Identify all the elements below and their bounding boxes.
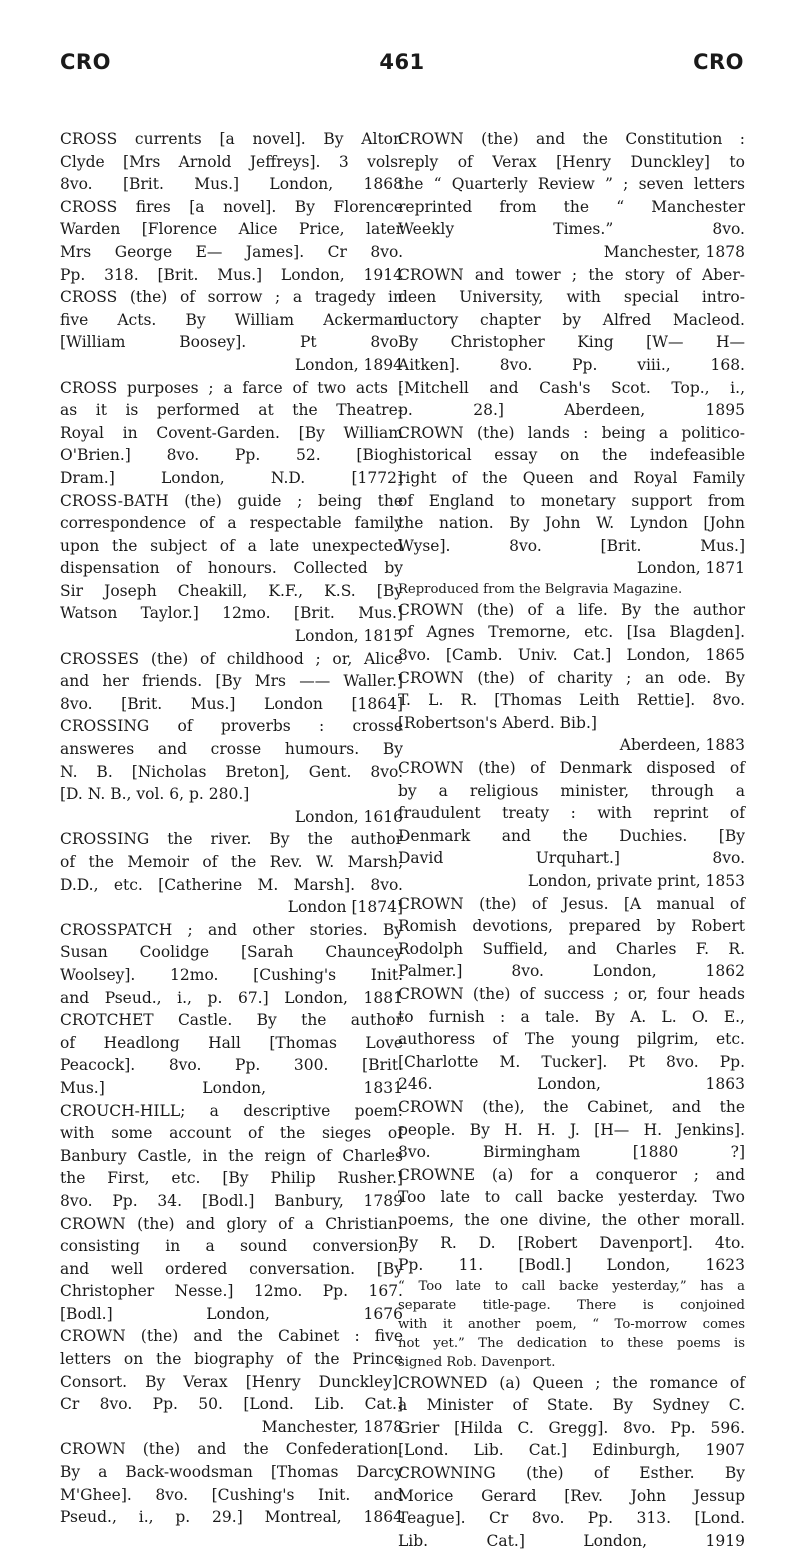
entry-line: [William Boosey]. Pt 8vo. [60,333,403,352]
entry-line: deen University, with special intro- [398,288,745,307]
entry-line: [Lond. Lib. Cat.] Edinburgh, 1907 [398,1441,745,1460]
entry-line: to furnish : a tale. By A. L. O. E., [398,1007,745,1026]
entry-line: Clyde [Mrs Arnold Jeffreys]. 3 vols. [60,152,403,171]
entry-line: CROWN (the), the Cabinet, and the [398,1097,745,1116]
note-line: with it another poem, “ To-morrow comes [398,1316,745,1332]
entry-line: CROWNING (the) of Esther. By [398,1464,745,1483]
bibliography-entry [60,715,403,828]
entry-line: CROWN (the) and the Confederation. [60,1440,403,1459]
entry-line: 8vo. [Brit. Mus.] London, 1868 [60,175,403,194]
entry-line: Lib. Cat.] London, 1919 [398,1531,745,1550]
entry-line: Teague]. Cr 8vo. Pp. 313. [Lond. [398,1509,745,1528]
entry-line: Woolsey]. 12mo. [Cushing's Init. [60,965,403,984]
entry-line: Pp. 11. [Bodl.] London, 1623 [398,1256,745,1275]
entry-line: CROWN (the) lands : being a politico- [398,423,745,442]
entry-line: correspondence of a respectable family [60,514,403,533]
entry-line: Peacock]. 8vo. Pp. 300. [Brit. [60,1056,403,1075]
entry-line: Rodolph Suffield, and Charles F. R. [398,939,745,958]
note-line: “ Too late to call backe yesterday,” has a [398,1278,745,1294]
entry-line: Morice Gerard [Rev. John Jessup [398,1486,745,1505]
entry-line: CROWN (the) and the Cabinet : five [60,1327,403,1346]
entry-line: Royal in Covent-Garden. [By William [60,423,403,442]
entry-line: Palmer.] 8vo. London, 1862 [398,962,745,981]
bibliography-entry [60,286,403,376]
entry-line: Consort. By Verax [Henry Dunckley]. [60,1372,403,1391]
bibliography-entry [398,1164,745,1372]
entry-imprint: London, 1616 [294,807,403,826]
entry-imprint: Manchester, 1878 [603,242,745,261]
entry-line: By a Back-woodsman [Thomas Darcy [60,1463,403,1482]
entry-line: right of the Queen and Royal Family [398,468,745,487]
entry-line: CROSS currents [a novel]. By Alton [60,130,403,148]
entry-note [398,1277,745,1372]
bibliography-entry [398,893,745,983]
entry-line: Cr 8vo. Pp. 50. [Lond. Lib. Cat.] [60,1395,403,1414]
entry-line: of England to monetary support from [398,491,745,510]
entry-line: upon the subject of a late unexpected [60,536,403,555]
right-column [398,128,745,1552]
bibliography-entry [60,1213,403,1326]
entry-line: Banbury Castle, in the reign of Charles [60,1146,403,1165]
entry-line: O'Brien.] 8vo. Pp. 52. [Biog. [60,446,403,465]
entry-line: of the Memoir of the Rev. W. Marsh, [60,853,403,871]
bibliography-entry [398,757,745,893]
entry-line: CROWN (the) and the Constitution : [398,130,745,148]
entry-line: authoress of The young pilgrim, etc. [398,1030,745,1049]
entry-note [398,580,745,599]
entry-line: five Acts. By William Ackerman [60,310,403,329]
entry-line: 246. London, 1863 [398,1075,745,1094]
entry-line: Sir Joseph Cheakill, K.F., K.S. [By [60,581,403,600]
entry-line: Denmark and the Duchies. [By [398,826,745,845]
entry-line: CROSSPATCH ; and other stories. By [60,920,403,939]
entry-line: CROWN (the) of Jesus. [A manual of [398,894,745,913]
entry-line: poems, the one divine, the other morall. [398,1210,745,1229]
entry-line: p. 28.] Aberdeen, 1895 [398,401,745,420]
entry-line: [Charlotte M. Tucker]. Pt 8vo. Pp. [398,1052,745,1071]
entry-line: 8vo. Birmingham [1880 ?] [398,1143,745,1162]
entry-line: of Agnes Tremorne, etc. [Isa Blagden]. [398,623,745,642]
entry-line: 8vo. [Camb. Univ. Cat.] London, 1865 [398,646,745,665]
entry-line: and well ordered conversation. [By [60,1259,403,1278]
entry-line: Romish devotions, prepared by Robert [398,917,745,936]
header-right-guide-word: CRO [693,50,744,74]
entry-imprint: London, private print, 1853 [527,872,745,890]
entry-line: 8vo. Pp. 34. [Bodl.] Banbury, 1789 [60,1191,403,1210]
entry-line: T. L. R. [Thomas Leith Rettie]. 8vo. [398,691,745,710]
entry-line: CROSS fires [a novel]. By Florence [60,197,403,216]
entry-line: ductory chapter by Alfred Macleod. [398,310,745,329]
entry-line: N. B. [Nicholas Breton], Gent. 8vo. [60,762,403,781]
entry-line: Mus.] London, 1831 [60,1078,403,1097]
entry-line: the nation. By John W. Lyndon [John [398,514,745,533]
entry-imprint: London, 1894 [294,355,403,374]
entry-line: CROWNED (a) Queen ; the romance of [398,1373,745,1392]
bibliography-entry [60,1100,403,1213]
bibliography-entry [398,667,745,757]
entry-line: CROWN (the) of charity ; an ode. By [398,668,745,687]
entry-line: [D. N. B., vol. 6, p. 280.] [60,785,250,804]
entry-line: CROSS purposes ; a farce of two acts : [60,378,403,397]
entry-line: CROUCH-HILL; a descriptive poem: [60,1101,403,1120]
bibliography-entry [398,264,745,422]
bibliography-entry [398,1372,745,1462]
bibliography-entry [398,128,745,264]
note-line: separate title-page. There is conjoined [398,1297,745,1313]
bibliography-entry [60,919,403,1009]
entry-line: M'Ghee]. 8vo. [Cushing's Init. and [60,1485,403,1504]
left-column [60,128,403,1529]
entry-line: By R. D. [Robert Davenport]. 4to. [398,1233,745,1252]
bibliography-entry [60,490,403,648]
entry-line: and Pseud., i., p. 67.] London, 1881 [60,988,403,1007]
entry-line: Dram.] London, N.D. [1772] [60,468,403,487]
entry-line: dispensation of honours. Collected by [60,559,403,578]
entry-line: CROSSING of proverbs : crosse [60,717,403,736]
entry-line: CROWNE (a) for a conqueror ; and [398,1165,745,1184]
bibliography-entry [398,422,745,599]
entry-line: Pseud., i., p. 29.] Montreal, 1864 [60,1508,403,1527]
page-header [60,50,744,90]
entry-line: CROWN (the) of a life. By the author [398,600,745,619]
entry-line: [Mitchell and Cash's Scot. Top., i., [398,378,745,397]
entry-imprint: London [1874] [287,898,403,917]
entry-line: Grier [Hilda C. Gregg]. 8vo. Pp. 596. [398,1418,745,1437]
bibliography-entry [60,128,403,196]
entry-line: letters on the biography of the Prince [60,1350,403,1369]
header-left-guide-word: CRO [60,50,111,74]
entry-line: CROSSING the river. By the author [60,830,403,849]
entry-line: historical essay on the indefeasible [398,446,745,465]
entry-line: Too late to call backe yesterday. Two [398,1188,745,1207]
entry-line: CROSS-BATH (the) guide ; being the [60,491,403,510]
entry-line: David Urquhart.] 8vo. [398,849,745,868]
entry-line: CROSSES (the) of childhood ; or, Alice [60,649,403,668]
bibliography-entry [398,983,745,1096]
entry-line: Watson Taylor.] 12mo. [Brit. Mus.] [60,604,403,623]
entry-line: 8vo. [Brit. Mus.] London [1864] [60,694,403,713]
entry-line: reply of Verax [Henry Dunckley] to [398,152,745,171]
bibliography-entry [60,1009,403,1099]
entry-line: CROWN (the) of Denmark disposed of [398,759,745,778]
entry-line: answeres and crosse humours. By [60,740,403,759]
entry-line: Warden [Florence Alice Price, later [60,220,403,239]
bibliography-entry [398,1462,745,1552]
bibliography-entry [398,1096,745,1164]
entry-imprint: London, 1871 [636,559,745,578]
page-number: 461 [379,50,425,74]
entry-line: Christopher Nesse.] 12mo. Pp. 167. [60,1282,403,1301]
bibliography-entry [398,599,745,667]
entry-line: Weekly Times.” 8vo. [398,220,745,239]
bibliography-entry [60,377,403,490]
entry-line: CROWN (the) of success ; or, four heads [398,984,745,1003]
entry-line: CROTCHET Castle. By the author [60,1011,403,1030]
entry-line: Pp. 318. [Brit. Mus.] London, 1914 [60,265,403,284]
entry-imprint: London, 1815 [294,627,403,646]
entry-line: reprinted from the “ Manchester [398,197,745,216]
note-line: signed Rob. Davenport. [398,1354,556,1370]
entry-line: [Bodl.] London, 1676 [60,1304,403,1323]
note-line: Reproduced from the Belgravia Magazine. [398,581,683,597]
entry-line: consisting in a sound conversion, [60,1237,403,1256]
entry-line: CROWN (the) and glory of a Christian: [60,1214,403,1233]
entry-line: with some account of the sieges of [60,1124,403,1143]
note-line: not yet.” The dedication to these poems is [398,1335,745,1351]
bibliography-entry [60,648,403,716]
entry-line: Susan Coolidge [Sarah Chauncey [60,943,403,962]
entry-line: and her friends. [By Mrs —— Waller.] [60,672,403,691]
entry-line: By Christopher King [W— H— [398,333,745,352]
bibliography-entry [60,1438,403,1528]
entry-line: the “ Quarterly Review ” ; seven letters [398,175,745,194]
entry-imprint: Aberdeen, 1883 [619,736,745,755]
entry-line: fraudulent treaty : with reprint of [398,804,745,823]
entry-imprint: Manchester, 1878 [261,1417,403,1436]
bibliography-entry [60,196,403,286]
entry-line: CROWN and tower ; the story of Aber- [398,265,745,284]
entry-line: the First, etc. [By Philip Rusher.] [60,1169,403,1188]
entry-line: Wyse]. 8vo. [Brit. Mus.] [398,536,745,555]
entry-line: Aitken]. 8vo. Pp. viii., 168. [398,355,745,374]
entry-line: as it is performed at the Theatre- [60,401,403,420]
entry-line: people. By H. H. J. [H— H. Jenkins]. [398,1120,745,1139]
entry-line: Mrs George E— James]. Cr 8vo. [60,242,403,261]
entry-line: a Minister of State. By Sydney C. [398,1396,745,1415]
entry-line: by a religious minister, through a [398,781,745,800]
entry-line: D.D., etc. [Catherine M. Marsh]. 8vo. [60,875,403,894]
entry-line: CROSS (the) of sorrow ; a tragedy in [60,288,403,307]
entry-line: [Robertson's Aberd. Bib.] [398,713,597,732]
bibliography-entry [60,828,403,918]
bibliography-entry [60,1325,403,1438]
entry-line: of Headlong Hall [Thomas Love [60,1033,403,1052]
